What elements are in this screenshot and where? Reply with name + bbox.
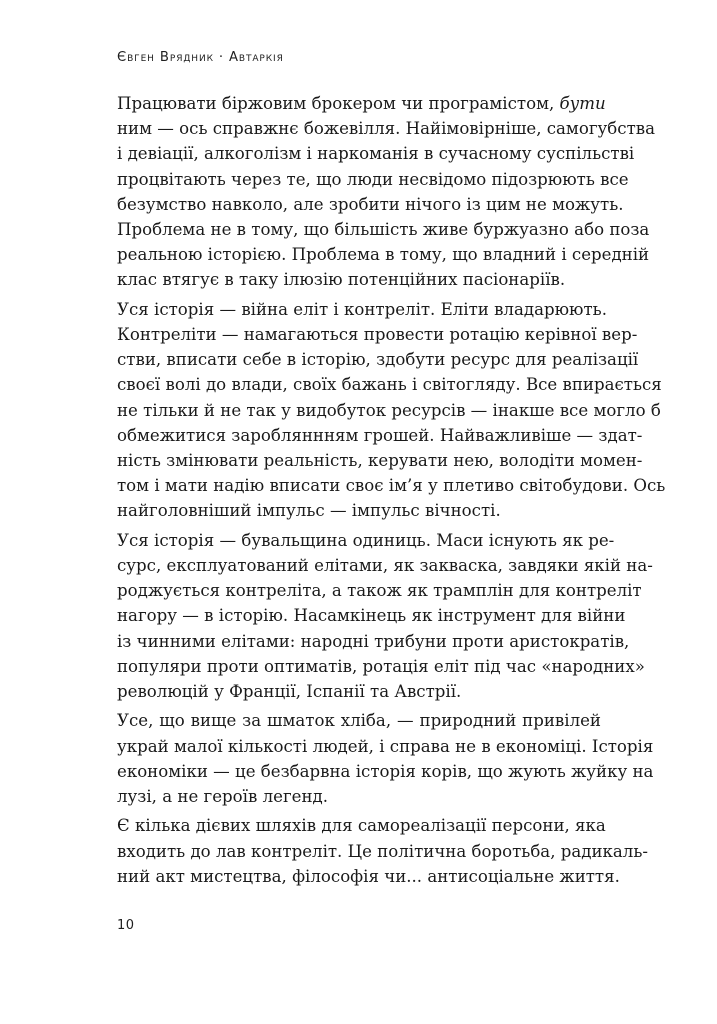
page-number: 10 <box>117 918 135 933</box>
text-line: процвітають через те, що люди несвідомо підозрюють все <box>117 169 629 189</box>
text-line: найголовніший імпульс — імпульс вічності. <box>117 501 501 521</box>
text-line: стви, вписати себе в історію, здобути ресурс для реалізації <box>117 350 639 370</box>
text-line: Контреліти — намагаються провести ротацію керівної вер- <box>117 325 638 345</box>
text-line: Уся історія — бувальщина одиниць. Маси існують як ре- <box>117 530 615 550</box>
text-line: реальною історією. Проблема в тому, що владний і середній <box>117 245 650 265</box>
paragraph <box>117 297 666 524</box>
text-line: ність змінювати реальність, керувати нею, володіти момен- <box>117 451 643 471</box>
text-line: сурс, експлуатований елітами, як закваска, завдяки якій на- <box>117 556 653 576</box>
text-line: своєї волі до влади, своїх бажань і світогляду. Все впирається <box>117 375 662 395</box>
text-line: обмежитися заробляннням грошей. Найважливіше — здат- <box>117 425 643 445</box>
running-head-title: Автаркія <box>228 50 284 65</box>
text-line: популяри проти оптиматів, ротація еліт під час «народних» <box>117 656 645 676</box>
text-line <box>117 91 606 116</box>
text-line: Уся історія — війна еліт і контреліт. Еліти владарюють. <box>117 299 607 319</box>
paragraph <box>117 91 655 293</box>
text-line: і девіації, алкоголізм і наркоманія в сучасному суспільстві <box>117 144 635 164</box>
text-line: із чинними елітами: народні трибуни проти аристократів, <box>117 631 630 651</box>
text-line: ним — ось справжнє божевілля. Найімовірніше, самогубства <box>117 119 655 139</box>
text-line: роджується контреліта, а також як трамплін для контреліт <box>117 581 642 601</box>
running-head <box>117 50 284 65</box>
text-line: ний акт мистецтва, філософія чи... антисоціальне життя. <box>117 866 620 886</box>
text-line: лузі, а не героїв легенд. <box>117 787 329 807</box>
text-line: Усе, що вище за шматок хліба, — природний привілей <box>117 711 601 731</box>
italic-word: бути <box>559 94 606 113</box>
text-line: том і мати надію вписати своє ім’я у плетиво світобудови. Ось <box>117 476 666 496</box>
text-line: Проблема не в тому, що більшість живе буржуазно або поза <box>117 220 650 240</box>
text-line: клас втягує в таку ілюзію потенційних пасіонаріїв. <box>117 270 566 290</box>
text-line: революцій у Франції, Іспанії та Австрії. <box>117 682 462 702</box>
text-line: економіки — це безбарвна історія корів, що жують жуйку на <box>117 761 654 781</box>
text-line: Є кілька дієвих шляхів для самореалізації персони, яка <box>117 816 606 836</box>
running-head-separator: · <box>218 50 224 65</box>
running-head-author: Євген Врядник <box>117 50 214 65</box>
text-line: нагору — в історію. Насамкінець як інструмент для війни <box>117 606 626 626</box>
body-text <box>117 91 666 893</box>
paragraph <box>117 528 653 704</box>
text-line: украй малої кількості людей, і справа не в економіці. Історія <box>117 736 654 756</box>
text-line: безумство навколо, але зробити нічого із цим не можуть. <box>117 194 624 214</box>
text-line: входить до лав контреліт. Це політична боротьба, радикаль- <box>117 841 648 861</box>
paragraph <box>117 813 648 889</box>
text-run: Працювати біржовим брокером чи програмістом, <box>117 94 560 113</box>
text-line: не тільки й не так у видобуток ресурсів — інакше все могло б <box>117 400 661 420</box>
paragraph <box>117 708 654 809</box>
